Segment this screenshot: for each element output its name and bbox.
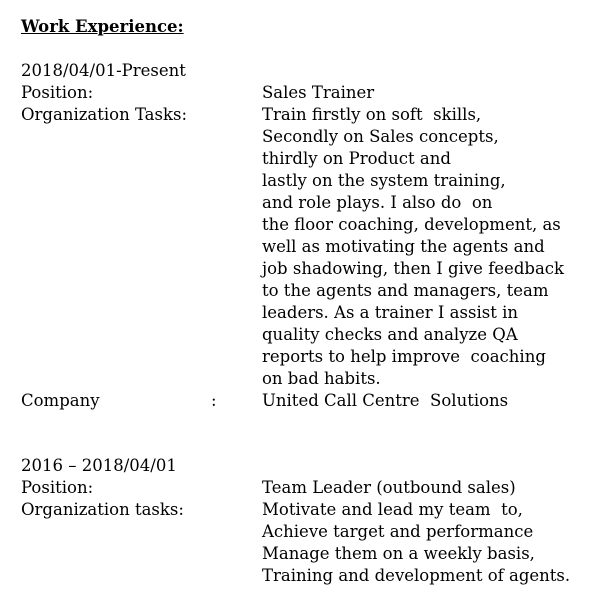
section-heading: Work Experience:	[21, 17, 184, 36]
task-line: Training and development of agents.	[262, 566, 571, 585]
task-line: the floor coaching, development, as	[262, 215, 561, 234]
job-1-position-label: Position:	[21, 83, 94, 102]
task-line: quality checks and analyze QA	[262, 325, 518, 344]
task-line: lastly on the system training,	[262, 171, 506, 190]
job-2-period: 2016 – 2018/04/01	[21, 456, 177, 475]
task-line: Motivate and lead my team to,	[262, 500, 523, 519]
task-line: Achieve target and performance	[262, 522, 534, 541]
job-1-position: Sales Trainer	[262, 83, 375, 102]
task-line: and role plays. I also do on	[262, 193, 493, 212]
task-line: well as motivating the agents and	[262, 237, 545, 256]
job-1-company-label: Company	[21, 391, 100, 410]
task-line: reports to help improve coaching	[262, 347, 546, 366]
task-line: Manage them on a weekly basis,	[262, 544, 535, 563]
task-line: on bad habits.	[262, 369, 381, 388]
task-line: thirdly on Product and	[262, 149, 451, 168]
task-line: leaders. As a trainer I assist in	[262, 303, 518, 322]
job-2-tasks-label: Organization tasks:	[21, 500, 184, 519]
job-1-tasks-label: Organization Tasks:	[21, 105, 188, 124]
job-1-company: United Call Centre Solutions	[262, 391, 509, 410]
job-1-company-colon: :	[211, 391, 217, 410]
task-line: job shadowing, then I give feedback	[262, 259, 565, 278]
task-line: Secondly on Sales concepts,	[262, 127, 499, 146]
task-line: to the agents and managers, team	[262, 281, 549, 300]
job-1-period: 2018/04/01-Present	[21, 61, 186, 80]
job-2-position: Team Leader (outbound sales)	[262, 478, 516, 497]
task-line: Train firstly on soft skills,	[262, 105, 482, 124]
job-2-position-label: Position:	[21, 478, 94, 497]
